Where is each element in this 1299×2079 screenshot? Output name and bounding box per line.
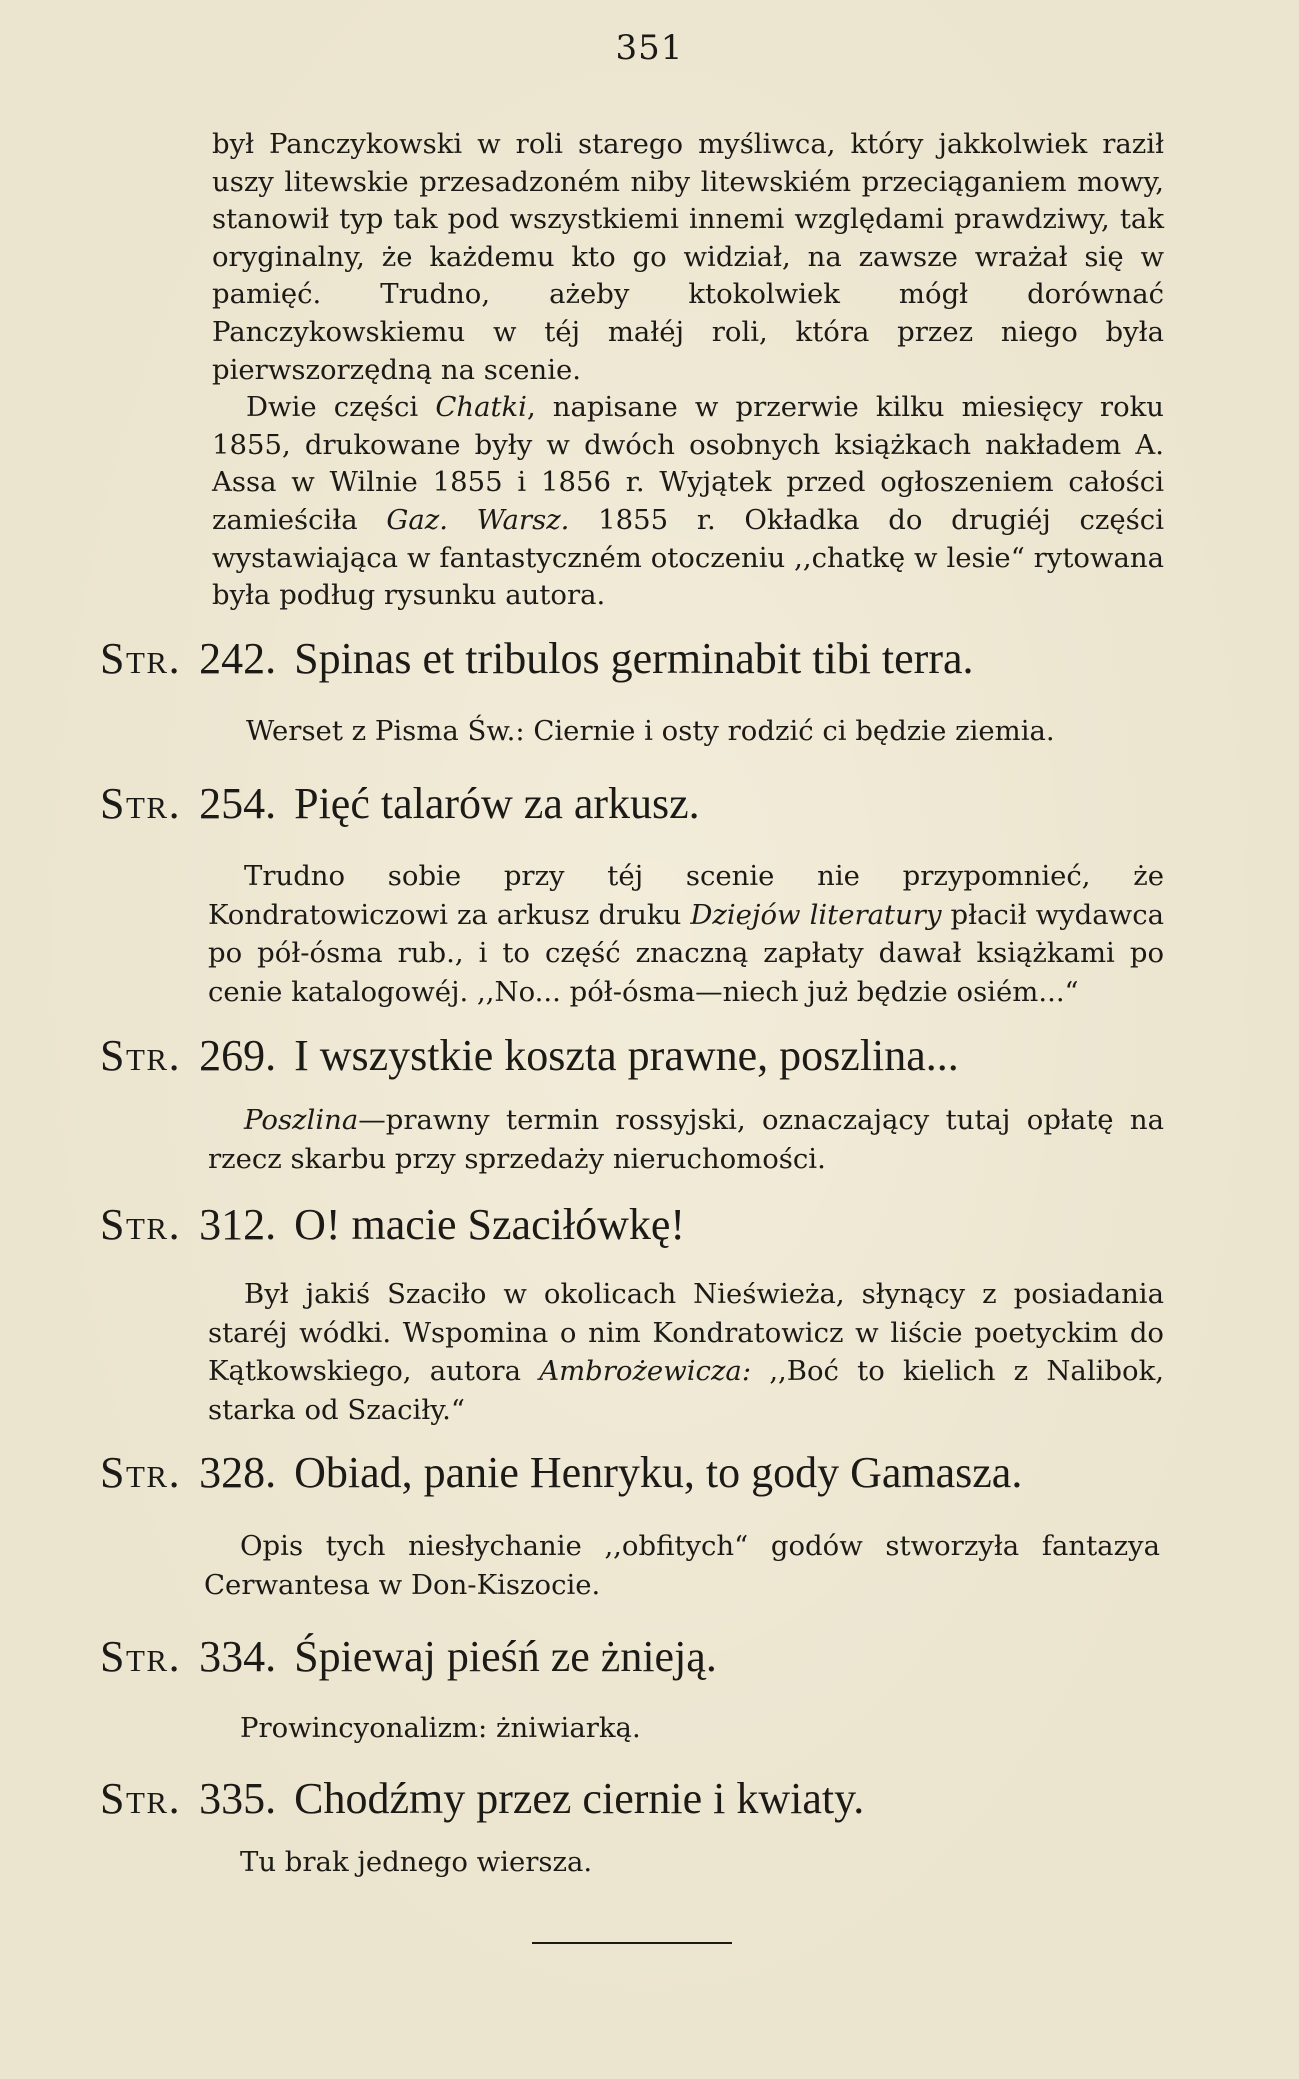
entry-note-334: Prowincyonalizm: żniwiarką. [240, 1712, 641, 1744]
entry-note-269: Poszlina—prawny termin rossyjski, oznaczający tutaj opłatę na rzecz skarbu przy sprzedaży nieruchomości. [208, 1104, 1164, 1175]
entry-title: Spinas et tribulos germinabit tibi terra. [294, 634, 974, 683]
italic-title-chatki: Chatki [435, 391, 527, 424]
entry-page-number: 242. [199, 634, 277, 683]
intro-text [212, 126, 1164, 615]
entry-heading-334: Str. 334. Śpiewaj pieśń ze żnieją. [100, 1632, 717, 1681]
italic-title-ambrozewicz: Ambrożewicza: [539, 1355, 752, 1387]
entry-page-number: 269. [199, 1031, 277, 1080]
entry-note-242: Werset z Pisma Św.: Ciernie i osty rodzić ci będzie ziemia. [246, 715, 1055, 747]
entry-page-number: 334. [199, 1632, 277, 1681]
italic-term-poszlina: Poszlina [244, 1104, 359, 1136]
entry-heading-254: Str. 254. Pięć talarów za arkusz. [100, 779, 700, 828]
entry-page-number: 312. [199, 1200, 277, 1249]
entry-note-335: Tu brak jednego wiersza. [240, 1846, 593, 1878]
entry-title: Chodźmy przez ciernie i kwiaty. [294, 1774, 865, 1823]
page-number: 351 [615, 28, 684, 68]
entry-heading-312: Str. 312. O! macie Szaciłówkę! [100, 1200, 686, 1249]
italic-title-gazeta: Gaz. Warsz. [386, 503, 570, 536]
entry-heading-335: Str. 335. Chodźmy przez ciernie i kwiaty. [100, 1774, 865, 1823]
intro-paragraph-1: był Panczykowski w roli starego myśliwca, który jakkolwiek raził uszy litewskie przesadzoném niby litewskiém przeciąganiem mowy, stanowił typ tak pod wszystkiemi innemi względami prawdziwy, tak oryginalny, że każdemu kto go widział, na zawsze wrażał się w pamięć. Trudno, ażeby ktokolwiek mógł dorównać Panczykowskiemu w téj małéj roli, która przez niego była pierwszorzędną na scenie. [212, 128, 1164, 386]
entry-note-312: Był jakiś Szaciło w okolicach Nieświeża, słynący z posiadania staréj wódki. Wspomina o nim Kondratowicz w liście poetyckim do Kątkowskiego, autora Ambrożewicza: ,,Boć to kielich z Nalibok, starka od Szaciły.“ [208, 1278, 1164, 1426]
entry-title: Obiad, panie Henryku, to gody Gamasza. [294, 1448, 1023, 1497]
entry-note-328: Opis tych niesłychanie ,,obfitych“ godów stworzyła fantazya Cerwantesa w Don-Kiszocie. [204, 1530, 1160, 1601]
entry-title: I wszystkie koszta prawne, poszlina... [294, 1031, 959, 1080]
end-rule [532, 1942, 732, 1944]
entry-page-number: 328. [199, 1448, 277, 1497]
entry-title: Śpiewaj pieśń ze żnieją. [294, 1632, 717, 1681]
entry-heading-242: Str. 242. Spinas et tribulos germinabit tibi terra. [100, 634, 974, 683]
entry-heading-328: Str. 328. Obiad, panie Henryku, to gody Gamasza. [100, 1448, 1023, 1497]
entry-title: Pięć talarów za arkusz. [294, 779, 700, 828]
italic-title-dzieje: Dziejów literatury [690, 898, 942, 931]
entry-page-number: 335. [199, 1774, 277, 1823]
entry-title: O! macie Szaciłówkę! [294, 1200, 686, 1249]
entry-heading-269: Str. 269. I wszystkie koszta prawne, poszlina... [100, 1031, 959, 1080]
intro-paragraph-2: Dwie części Chatki, napisane w przerwie kilku miesięcy roku 1855, drukowane były w dwóch osobnych książkach nakładem A. Assa w Wilnie 1855 i 1856 r. Wyjątek przed ogłoszeniem całości zamieściła Gaz. Warsz. 1855 r. Okładka do drugiéj części wystawiająca w fantastyczném otoczeniu ,,chatkę w lesie“ rytowana była podług rysunku autora. [212, 391, 1165, 612]
entry-page-number: 254. [199, 779, 277, 828]
entry-note-254: Trudno sobie przy téj scenie nie przypomnieć, że Kondratowiczowi za arkusz druku Dziejów literatury płacił wydawca po pół-ósma rub., i to część znaczną zapłaty dawał książkami po cenie katalogowéj. ,,No... pół-ósma—niech już będzie osiém...“ [208, 860, 1164, 1008]
